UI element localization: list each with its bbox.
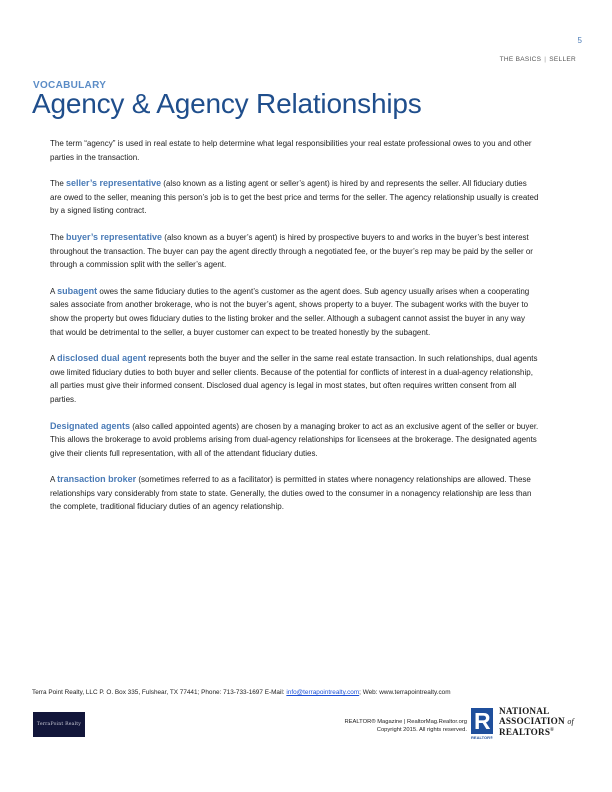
copyright-line: Copyright 2015. All rights reserved. (376, 727, 467, 733)
nar-line-national: NATIONAL (499, 706, 550, 716)
paragraph-text-post: (also known as a listing agent or seller’s agent) is hired by and represents the seller. All fiduciary duties are owed to the seller, meaning this person’s job is to get the best price and terms for the seller. The agency relationship usually is created by a signed listing contract. (50, 179, 539, 216)
paragraph-disclosed-dual-agent (50, 352, 540, 406)
page-number: 5 (577, 36, 582, 45)
term-transaction-broker: transaction broker (57, 474, 137, 485)
intro-paragraph: The term “agency” is used in real estate to help determine what legal responsibilities your real estate professional owes to you and other parties in the transaction. (50, 139, 532, 162)
footer-contact-post: ; Web: www.terrapointrealty.com (359, 689, 451, 696)
paragraph-text-post: (sometimes referred to as a facilitator) is permitted in states where nonagency relationships are allowed. These relationships vary considerably from state to state. Generally, the duties owed to the consumer in a nonagency relationship are less than the complete, traditional fiduciary duties of an agency relationship. (50, 475, 532, 512)
paragraph-text-pre: The (50, 232, 67, 242)
page-title: Agency & Agency Relationships (32, 88, 422, 119)
term-buyers-representative: buyer’s representative (66, 231, 163, 242)
footer-contact (32, 689, 592, 696)
nar-logo (499, 707, 574, 738)
breadcrumb-section: THE BASICS (499, 56, 542, 63)
section-breadcrumb (500, 56, 576, 63)
realtor-copyright (344, 718, 467, 734)
paragraph-text-pre: The (50, 179, 67, 189)
term-sellers-representative: seller’s representative (66, 178, 162, 189)
breadcrumb-subsection: SELLER (549, 56, 576, 63)
paragraph-subagent (50, 285, 540, 339)
brokerage-logo (33, 712, 85, 737)
brokerage-logo-text: TerraPoint Realty (36, 722, 82, 727)
footer-email-link[interactable]: info@terrapointrealty.com (286, 689, 360, 696)
nar-realtors-word: REALTORS (499, 727, 551, 738)
paragraph-text-post: (also known as a buyer’s agent) is hired by prospective buyers to and works in the buyer’s best interest throughout the transaction. The buyer can pay the agent directly through a negotiated fee, or the buyer’s rep may be paid by the seller or through a commission split with the seller’s agent. (50, 232, 533, 270)
realtor-r-logo (471, 708, 493, 740)
paragraph-transaction-broker (50, 473, 540, 514)
paragraph-buyers-representative (50, 231, 540, 272)
nar-of-word: of (567, 716, 574, 726)
paragraph-text-pre: A (50, 475, 58, 485)
breadcrumb-separator: | (544, 56, 547, 63)
paragraph-designated-agents (50, 420, 540, 461)
nar-registered-mark: ® (550, 728, 555, 734)
realtor-r-box (471, 708, 493, 734)
paragraph-sellers-representative (50, 177, 540, 218)
realtor-r-letter: R (474, 708, 491, 734)
term-designated-agents: Designated agents (50, 420, 131, 431)
realtor-magazine-line: REALTOR® Magazine | RealtorMag.Realtor.org (344, 719, 467, 725)
paragraph-text-post: represents both the buyer and the seller in the same real estate transaction. In such relationships, dual agents owe limited fiduciary duties to both buyer and seller clients. Because of the potential for conflicts of interest in a dual-agency relationship, all parties must give their informed consent. Disclosed dual agency is legal in most states, but often requires written consent from all parties. (50, 354, 538, 404)
paragraph-text-post: owes the same fiduciary duties to the agent’s customer as the agent does. Sub agency usually arises when a cooperating sales associate from another brokerage, who is not the buyer’s agent, shows property to a buyer. The subagent works with the buyer to show the property but owes fiduciary duties to the listing broker and the seller. Although a subagent cannot assist the buyer in any way that would be detrimental to the seller, a buyer customer can expect to be treated honestly by the subagent. (50, 286, 530, 337)
realtor-r-label: REALTOR® (471, 735, 493, 740)
term-subagent: subagent (57, 285, 98, 296)
paragraph-text-pre: A (50, 354, 58, 364)
term-disclosed-dual-agent: disclosed dual agent (57, 353, 147, 364)
section-label: VOCABULARY (33, 80, 107, 91)
nar-line-association (499, 717, 574, 727)
footer-contact-pre: Terra Point Realty, LLC P. O. Box 335, Fulshear, TX 77441; Phone: 713-733-1697 E-Mail: (32, 689, 287, 696)
body-content (50, 137, 540, 527)
paragraph-text-pre: A (50, 286, 58, 296)
paragraph-text-post: (also called appointed agents) are chosen by a managing broker to act as an exclusive agent of the seller or buyer. This allows the brokerage to avoid problems arising from dual-agency relationships for licensees at the brokerage. The designated agents give their clients full representation, with all of the attendant fiduciary duties. (50, 421, 539, 458)
nar-line-realtors (499, 726, 574, 738)
nar-association-word: ASSOCIATION (499, 715, 565, 726)
